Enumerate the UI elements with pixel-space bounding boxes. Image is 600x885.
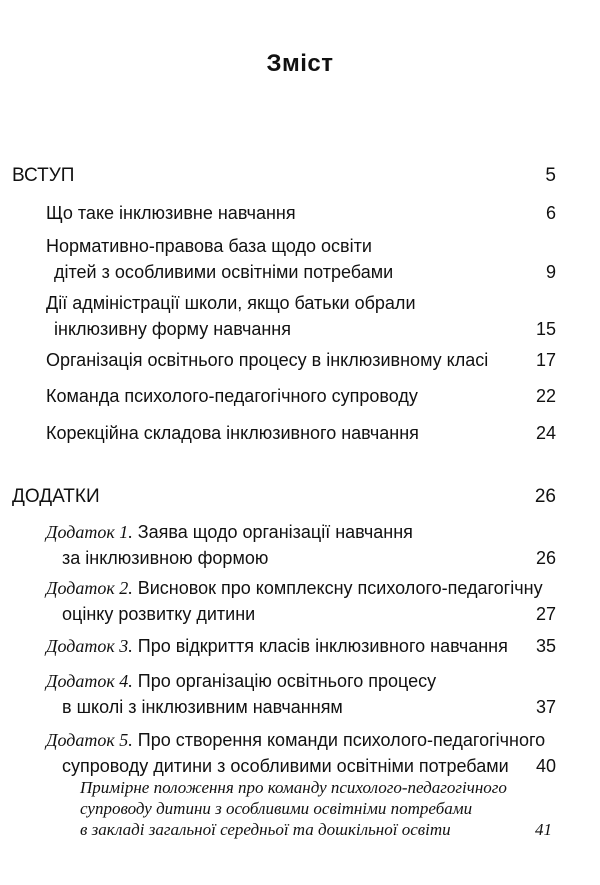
toc-appendix-entry[interactable]: [0, 668, 600, 720]
page-number: 35: [535, 636, 556, 656]
entry-title-line1: Про організацію освітнього процесу: [132, 671, 437, 691]
toc-entry[interactable]: [0, 347, 600, 373]
entry-title: [46, 633, 508, 659]
section-label: ВСТУП: [12, 165, 75, 186]
entry-title-line1: Про створення команди психолого-педагогічного: [132, 730, 546, 750]
page-number: 5: [545, 165, 556, 186]
entry-title: Корекційна складова інклюзивного навчання: [46, 423, 419, 443]
toc-appendix-entry[interactable]: [0, 575, 600, 627]
entry-title-line1: Про відкриття класів інклюзивного навчання: [132, 636, 508, 656]
page-number: 17: [535, 350, 556, 370]
entry-title-line1: Заява щодо організації навчання: [132, 522, 413, 542]
entry-title: [80, 777, 507, 840]
entry-title-line2: супроводу дитини з особливими освітніми потребами: [80, 799, 473, 818]
toc-entry[interactable]: [0, 200, 600, 226]
entry-title-line3: в закладі загальної середньої та дошкільної освіти: [80, 820, 451, 839]
page-number: 6: [545, 203, 556, 223]
appendix-prefix: Додаток 3.: [46, 636, 133, 656]
toc-appendix-entry[interactable]: [0, 633, 600, 659]
page-number: 26: [534, 486, 556, 507]
appendix-prefix: Додаток 1.: [46, 522, 133, 542]
entry-title-line2: інклюзивну форму навчання: [54, 319, 291, 339]
entry-title-line2: дітей з особливими освітніми потребами: [54, 262, 394, 282]
page-number: 37: [535, 697, 556, 717]
page-number: 27: [535, 604, 556, 624]
entry-title-line1: Нормативно-правова база щодо освіти: [46, 236, 372, 256]
entry-title-line2: супроводу дитини з особливими освітніми потребами: [62, 756, 509, 776]
entry-title-line1: Висновок про комплексну психолого-педагогічну: [132, 578, 543, 598]
toc-subentry[interactable]: [0, 777, 600, 840]
entry-title: [46, 727, 545, 779]
entry-title: Що таке інклюзивне навчання: [46, 203, 296, 223]
toc-entry[interactable]: [0, 383, 600, 409]
entry-title: [46, 519, 413, 571]
section-label: ДОДАТКИ: [12, 486, 100, 507]
toc-appendix-entry[interactable]: [0, 727, 600, 779]
entry-title-line2: за інклюзивною формою: [62, 548, 269, 568]
toc-entry[interactable]: [0, 420, 600, 446]
entry-title: Організація освітнього процесу в інклюзивному класі: [46, 350, 489, 370]
toc-section-intro[interactable]: [0, 163, 600, 189]
toc-entry[interactable]: [0, 233, 600, 285]
entry-title: Команда психолого-педагогічного супроводу: [46, 386, 418, 406]
entry-title-line1: Дії адміністрації школи, якщо батьки обрали: [46, 293, 416, 313]
page-number: 15: [535, 319, 556, 339]
page-number: 22: [535, 386, 556, 406]
appendix-prefix: Додаток 2.: [46, 578, 133, 598]
page-number: 41: [535, 820, 552, 839]
entry-title: [46, 290, 416, 342]
entry-title-line1: Примірне положення про команду психолого-педагогічного: [80, 778, 507, 797]
appendix-prefix: Додаток 4.: [46, 671, 133, 691]
entry-title-line2: в школі з інклюзивним навчанням: [62, 697, 343, 717]
toc-section-appendices[interactable]: [0, 484, 600, 510]
page-number: 40: [535, 756, 556, 776]
appendix-prefix: Додаток 5.: [46, 730, 133, 750]
toc-appendix-entry[interactable]: [0, 519, 600, 571]
entry-title: [46, 233, 393, 285]
page-title: Зміст: [266, 50, 334, 77]
entry-title-line2: оцінку розвитку дитини: [62, 604, 256, 624]
page-number: 9: [545, 262, 556, 282]
page-number: 24: [535, 423, 556, 443]
entry-title: [46, 668, 436, 720]
entry-title: [46, 575, 543, 627]
page-number: 26: [535, 548, 556, 568]
toc-entry[interactable]: [0, 290, 600, 342]
